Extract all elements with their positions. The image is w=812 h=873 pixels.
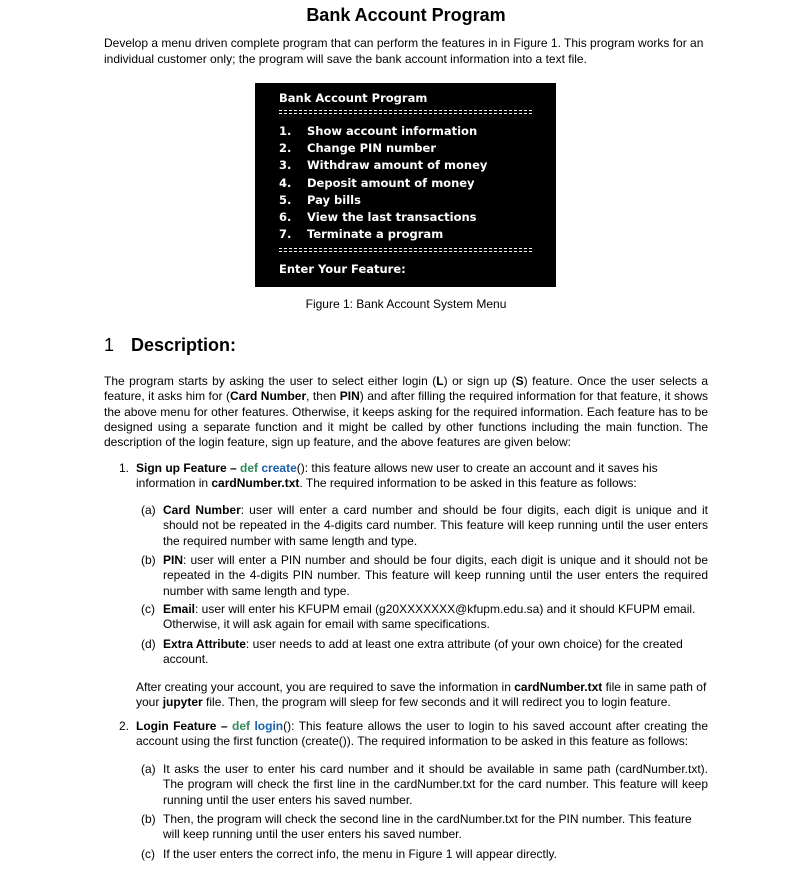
login-step-c: (c) If the user enters the correct info, the menu in Figure 1 will appear directly. [141,847,557,861]
menu-item: 6. View the last transactions [279,210,477,224]
login-feature: 2. Login Feature – def login(): This feature allows the user to login to his saved account after creating the account using the first function (create()). The required information to be asked in this feature as follows: [119,719,708,749]
page-title: Bank Account Program [306,5,506,25]
intro-paragraph: Develop a menu driven complete program that can perform the features in in Figure 1. This program works for an individual customer only; the program will save the bank account information into a text file. [104,36,704,66]
signup-after-paragraph: After creating your account, you are required to save the information in cardNumber.txt file in same path of your jupyter file. Then, the program will sleep for few seconds and it will redirect you to login feature. [136,680,707,710]
figure-caption: Figure 1: Bank Account System Menu [305,297,507,311]
login-step-b: (b) Then, the program will check the second line in the cardNumber.txt for the PIN number. This feature will keep running until the user enters his saved number. [141,812,692,842]
menu-title: Bank Account Program [279,91,428,105]
menu-separator [279,247,532,254]
menu-item: 1. Show account information [279,124,478,138]
menu-figure [255,83,556,287]
menu-separator [279,109,532,116]
section-heading: 1 Description: [104,335,237,355]
menu-item: 5. Pay bills [279,193,361,207]
menu-item: 3. Withdraw amount of money [279,158,488,172]
signup-card-number: (a) Card Number: user will enter a card number and should be four digits, each digit is unique and it should not be repeated in the 4-digits card number. This feature will keep running until the user enters the required number with same length and type. [141,503,709,548]
menu-item: 7. Terminate a program [279,227,444,241]
description-paragraph: The program starts by asking the user to select either login (L) or sign up (S) feature. Once the user selects a feature, it asks him for (Card Number, then PIN) and after filling the required information for that feature, it shows the above menu for other features. Otherwise, it keeps asking for the required information. Each feature has to be designed using a separate function and it might be called by other functions including the main function. The description of the login feature, sign up feature, and the above features are given below: [104,374,709,450]
signup-email: (c) Email: user will enter his KFUPM email (g20XXXXXXX@kfupm.edu.sa) and it should KFUPM email. Otherwise, it will ask again for email with same specifications. [141,602,696,632]
signup-feature: 1. Sign up Feature – def create(): this feature allows new user to create an account and it saves his information in cardNumber.txt. The required information to be asked in this feature as follows: [119,461,658,491]
signup-pin: (b) PIN: user will enter a PIN number and should be four digits, each digit is unique and it should not be repeated in the 4-digits PIN number. This feature will keep running until the user enters the required number with same length and type. [141,553,708,598]
menu-prompt: Enter Your Feature: [279,262,406,276]
menu-item: 2. Change PIN number [279,141,437,155]
signup-extra-attribute: (d) Extra Attribute: user needs to add at least one extra attribute (of your own choice) for the created account. [141,637,683,667]
login-step-a: (a) It asks the user to enter his card number and it should be available in same path (cardNumber.txt). The program will check the first line in the cardNumber.txt for the card number. This feature will keep running until the user enters his saved number. [141,762,708,807]
menu-item: 4. Deposit amount of money [279,176,475,190]
